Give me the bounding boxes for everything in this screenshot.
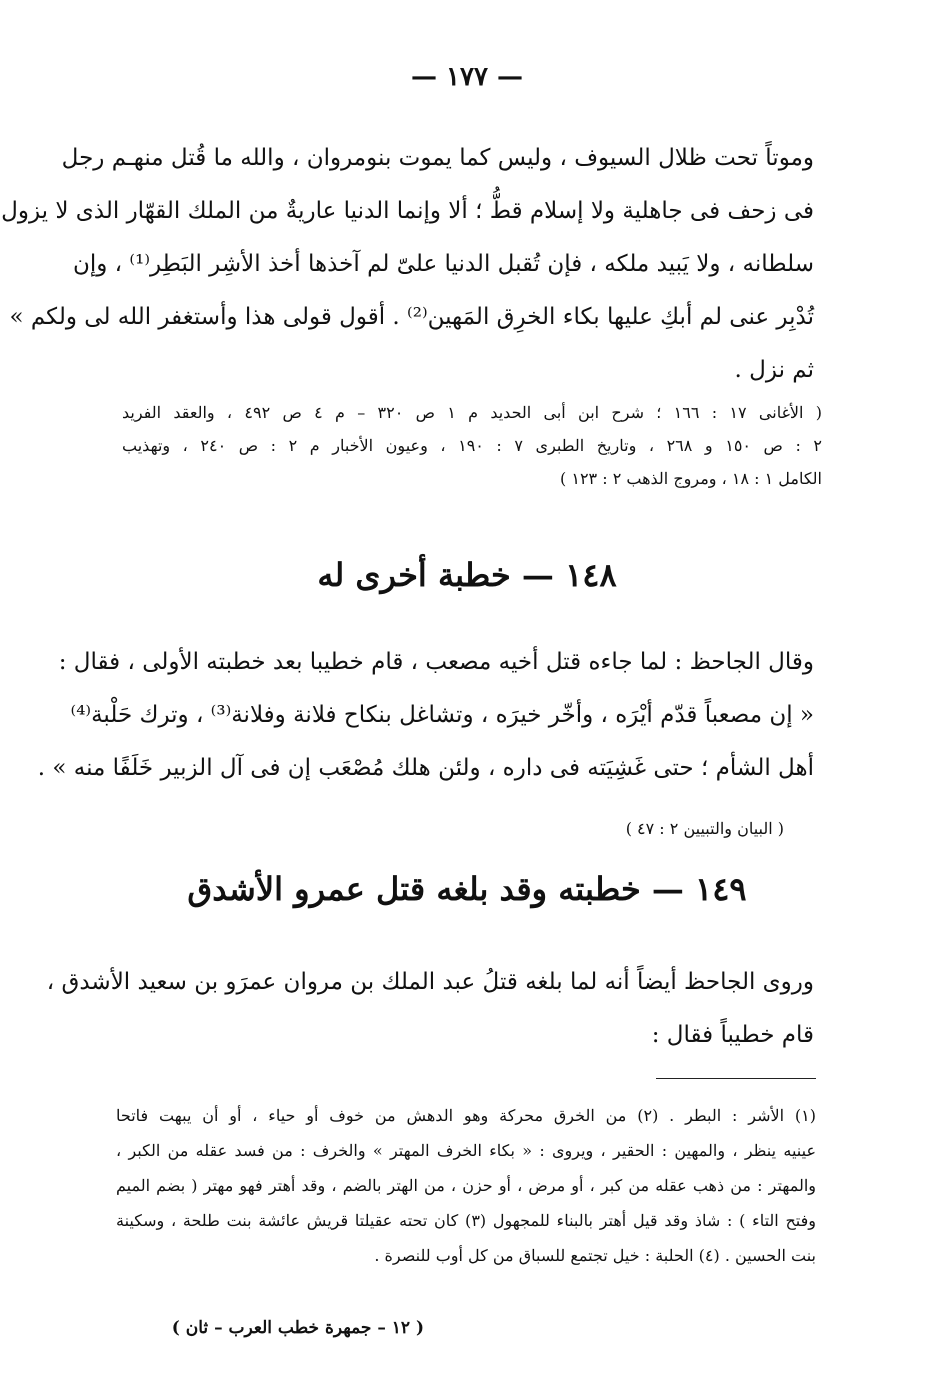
text-line: وروى الجاحظ أيضاً أنه لما بلغه قتلُ عبد الملك بن مروان عمرَو بن سعيد الأشدق ،	[46, 969, 814, 995]
footnote-line: عينيه ينظر ، والمهين : الحقير ، ويروى : « بكاء الخرف المهتر » والخرف : من فسد عقله من الكبر ،	[116, 1141, 816, 1160]
speech-148-text	[37, 636, 814, 795]
text-line: فى زحف فى جاهلية ولا إسلام قطُّ ؛ ألا وإنما الدنيا عاريةٌ من الملك القهّار الذى لا يزول	[1, 198, 814, 224]
speech-149-text	[46, 956, 814, 1062]
section-148-heading: ١٤٨ — خطبة أخرى له	[317, 556, 617, 594]
text-line: ثم نزل .	[734, 357, 814, 383]
source-line: ٢ : ص ١٥٠ و ٢٦٨ ، وتاريخ الطبرى ٧ : ١٩٠ ، وعيون الأخبار م ٢ : ص ٢٤٠ ، وتهذيب	[122, 436, 823, 455]
footnote-line: بنت الحسين . (٤) الحلبة : خيل تجتمع للسباق من كل أوب للنصرة .	[374, 1246, 816, 1265]
source-line: الكامل ١ : ١٨ ، ومروج الذهب ٢ : ١٢٣ )	[560, 469, 822, 488]
signature-mark: ( ١٢ – جمهرة خطب العرب – ثان )	[171, 1318, 424, 1338]
text-line: سلطانه ، ولا يَبيد ملكه ، فإن تُقبل الدنيا علىّ لم آخذها أخذ الأشِر البَطِر⁽¹⁾ ، وإن	[72, 251, 814, 277]
text-line: قام خطيباً فقال :	[651, 1022, 814, 1048]
footnote-line: (١) الأشر : البطر . (٢) من الخرق محركة وهو الدهش من خوف أو حياء ، أو أن يبهت فاتحا	[116, 1106, 816, 1125]
text-line: وقال الجاحظ : لما جاءه قتل أخيه مصعب ، قام خطيبا بعد خطبته الأولى ، فقال :	[58, 649, 814, 675]
speech-147-text	[1, 132, 814, 397]
footnote-line: والمهتر : من ذهب عقله من كبر ، أو مرض ، أو حزن ، من الهتر بالضم ، وقد أهتر فهو مهتر ( بضم الميم	[116, 1176, 816, 1195]
footnotes	[116, 1098, 816, 1273]
source-line: ( البيان والتبيين ٢ : ٤٧ )	[625, 819, 784, 838]
page-number: — ١٧٧ —	[410, 62, 524, 92]
footnote-separator	[656, 1078, 816, 1079]
speech-148-source	[84, 812, 784, 845]
text-line: « إن مصعباً قدّم أيْرَه ، وأخّر خيرَه ، وتشاغل بنكاح فلانة وفلانة⁽³⁾ ، وترك حَلْبة⁽⁴⁾	[70, 702, 814, 728]
text-line: تُدْبِر عنى لم أبكِ عليها بكاء الخرِق المَهين⁽²⁾ . أقول قولى هذا وأستغفر الله لى ولكم »	[9, 304, 814, 330]
text-line: وموتاً تحت ظلال السيوف ، وليس كما يموت بنومروان ، والله ما قُتل منهـم رجل	[61, 145, 814, 171]
source-line: ( الأغانى ١٧ : ١٦٦ ؛ شرح ابن أبى الحديد م ١ ص ٣٢٠ – م ٤ ص ٤٩٢ ، والعقد الفريد	[122, 403, 823, 422]
footnote-line: وفتح التاء ) : شاذ وقد قيل أهتر بالبناء للمجهول (٣) كان تحته عقيلتا قريش عائشة بنت طلحة ، وسكينة	[116, 1211, 817, 1230]
speech-147-sources	[122, 396, 822, 495]
section-149-heading: ١٤٩ — خطبته وقد بلغه قتل عمرو الأشدق	[187, 870, 747, 908]
text-line: أهل الشأم ؛ حتى غَشِيَته فى داره ، ولئن هلك مُصْعَب إن فى آل الزبير خَلَفًا منه » .	[37, 755, 814, 781]
